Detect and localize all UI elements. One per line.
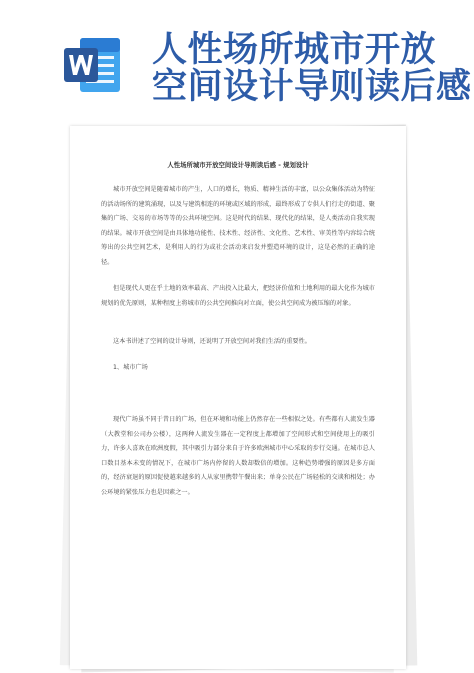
paragraph-city-plaza: 现代广场虽不同于昔日的广场，但在环境和功能上仍然存在一些相似之处。有些都有人流发生器（大教堂和公司办公楼），这两种人流发生器在一定程度上都增加了空间形式和空间使用上的吸引力，许多人喜欢在欧洲度假，其中吸引力部分来自于许多欧洲城市中心采取的步行交通。在城市总人口数目基本未变的情况下，在城市广场内停留的人数却数倍的增加。这种趋势增强的原因是多方面的，经济衰退的原因促使越来越多的人从家里携带午餐出来；单身公民在广场轻松的交谈和相处；办公环境的紧张压力也是因素之一。: [101, 416, 375, 496]
page-title-line-1: 人性场所城市开放: [152, 30, 437, 70]
page-title-line-2: 空间设计导则读后感: [152, 67, 472, 107]
paragraph-intro: 城市开放空间是随着城市的产生，人口的增长，物质、精神生活的丰富，以公众集体活动为特征的活动场所的建筑涌现，以及与建筑相连的环境或区域的形成，最终形成了专供人们行走的街道、聚集的广场、交易的市场等等的公共环境空间。这是时代的结果、现代化的结果，是人类活动自我实现的结果。城市开放空间是由具体地功能性、技术性、经济性、文化性、艺术性、审美性等内容综合统筹出的公共空间艺术，是利用人的行为或社会活动来启发并塑造环境的设计，这是必然的正确的途径。: [101, 186, 375, 266]
section-heading-city-plaza: 1、城市广场: [113, 364, 148, 371]
paragraph-land-efficiency: 但是现代人更在乎土地的效率最高、产出投入比最大，把经济价值和土地利用的最大化作为城市规划的优先原则，某种程度上将城市的公共空间推向对立面，使公共空间成为被压缩的对象。: [101, 285, 375, 307]
word-icon: [62, 34, 124, 96]
document-title: 人性场所城市开放空间设计导则读后感 - 规划设计: [167, 161, 309, 169]
document-page: [70, 126, 406, 669]
page-header: [0, 0, 474, 118]
paragraph-book-summary: 这本书讲述了空间的设计导则，还说明了开放空间对我们生活的重要性。: [113, 338, 311, 345]
